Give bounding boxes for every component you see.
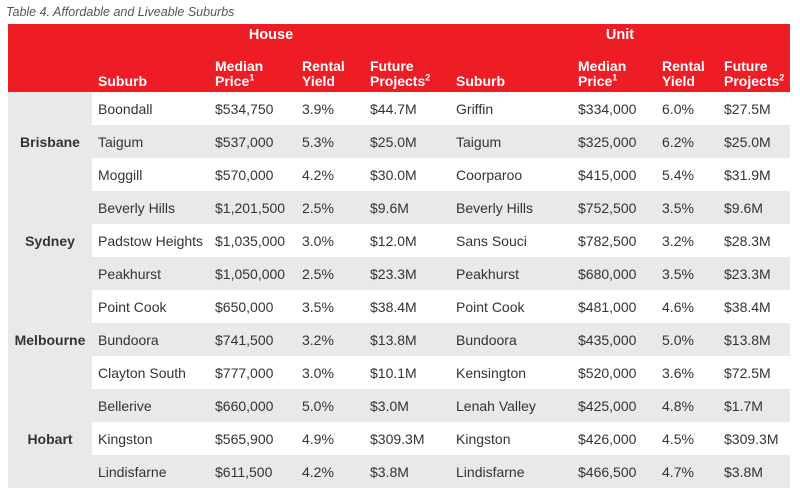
cell-h-proj: $9.6M xyxy=(364,191,450,224)
cell-h-yield: 3.0% xyxy=(296,356,364,389)
cell-u-yield: 6.2% xyxy=(656,125,718,158)
cell-u-proj: $13.8M xyxy=(718,323,790,356)
table-row xyxy=(8,92,790,125)
cell-u-yield: 6.0% xyxy=(656,92,718,125)
cell-u-proj: $309.3M xyxy=(718,422,790,455)
cell-h-yield: 4.2% xyxy=(296,158,364,191)
table-row xyxy=(8,224,790,257)
cell-h-price: $1,050,000 xyxy=(209,257,296,290)
cell-u-price: $782,500 xyxy=(572,224,656,257)
table-body xyxy=(8,92,790,488)
cell-u-suburb: Peakhurst xyxy=(450,257,572,290)
cell-u-suburb: Kensington xyxy=(450,356,572,389)
cell-u-yield: 4.5% xyxy=(656,422,718,455)
cell-u-proj: $9.6M xyxy=(718,191,790,224)
table-row xyxy=(8,257,790,290)
table-row xyxy=(8,323,790,356)
cell-u-yield: 5.4% xyxy=(656,158,718,191)
cell-u-yield: 3.6% xyxy=(656,356,718,389)
table-row xyxy=(8,125,790,158)
cell-u-proj: $25.0M xyxy=(718,125,790,158)
cell-u-proj: $28.3M xyxy=(718,224,790,257)
cell-h-price: $1,201,500 xyxy=(209,191,296,224)
cell-h-suburb: Point Cook xyxy=(92,290,209,323)
cell-h-price: $611,500 xyxy=(209,455,296,488)
cell-u-price: $425,000 xyxy=(572,389,656,422)
cell-u-price: $415,000 xyxy=(572,158,656,191)
cell-h-suburb: Beverly Hills xyxy=(92,191,209,224)
cell-u-proj: $72.5M xyxy=(718,356,790,389)
header-label: Median Price xyxy=(578,58,627,89)
cell-h-proj: $25.0M xyxy=(364,125,450,158)
cell-h-yield: 5.0% xyxy=(296,389,364,422)
cell-h-suburb: Lindisfarne xyxy=(92,455,209,488)
cell-h-proj: $23.3M xyxy=(364,257,450,290)
city-label: Melbourne xyxy=(8,290,92,389)
table-row xyxy=(8,290,790,323)
cell-u-proj: $3.8M xyxy=(718,455,790,488)
header-label: Median Price xyxy=(215,58,264,89)
cell-u-yield: 4.6% xyxy=(656,290,718,323)
cell-h-price: $660,000 xyxy=(209,389,296,422)
header-spacer xyxy=(8,24,92,46)
city-label: Brisbane xyxy=(8,92,92,191)
footnote-marker: 2 xyxy=(779,72,785,83)
unit-future-projects-header xyxy=(718,46,790,92)
cell-h-proj: $44.7M xyxy=(364,92,450,125)
cell-h-suburb: Kingston xyxy=(92,422,209,455)
cell-h-yield: 4.2% xyxy=(296,455,364,488)
cell-u-suburb: Griffin xyxy=(450,92,572,125)
cell-h-yield: 3.9% xyxy=(296,92,364,125)
footnote-marker: 1 xyxy=(612,72,618,83)
unit-rental-yield-header: Rental Yield xyxy=(656,46,718,92)
table-row xyxy=(8,158,790,191)
cell-u-yield: 3.5% xyxy=(656,191,718,224)
cell-h-price: $741,500 xyxy=(209,323,296,356)
unit-group-header: Unit xyxy=(450,24,790,46)
cell-h-price: $565,900 xyxy=(209,422,296,455)
footnote-marker: 1 xyxy=(249,72,255,83)
cell-h-proj: $309.3M xyxy=(364,422,450,455)
cell-h-yield: 2.5% xyxy=(296,257,364,290)
cell-u-yield: 4.7% xyxy=(656,455,718,488)
cell-h-proj: $38.4M xyxy=(364,290,450,323)
cell-u-yield: 4.8% xyxy=(656,389,718,422)
cell-u-yield: 3.5% xyxy=(656,257,718,290)
cell-u-proj: $38.4M xyxy=(718,290,790,323)
header-label: Future Projects xyxy=(370,58,426,89)
city-col-header xyxy=(8,46,92,92)
cell-u-suburb: Beverly Hills xyxy=(450,191,572,224)
cell-u-price: $325,000 xyxy=(572,125,656,158)
suburbs-table xyxy=(8,24,790,488)
table-row xyxy=(8,191,790,224)
cell-h-yield: 3.5% xyxy=(296,290,364,323)
cell-u-price: $520,000 xyxy=(572,356,656,389)
table-header xyxy=(8,24,790,92)
table-caption: Table 4. Affordable and Liveable Suburbs xyxy=(6,5,235,19)
cell-u-suburb: Coorparoo xyxy=(450,158,572,191)
cell-h-proj: $12.0M xyxy=(364,224,450,257)
cell-u-price: $426,000 xyxy=(572,422,656,455)
cell-h-proj: $3.8M xyxy=(364,455,450,488)
table-row xyxy=(8,455,790,488)
house-future-projects-header xyxy=(364,46,450,92)
cell-u-price: $680,000 xyxy=(572,257,656,290)
cell-u-proj: $23.3M xyxy=(718,257,790,290)
cell-u-suburb: Bundoora xyxy=(450,323,572,356)
cell-h-suburb: Padstow Heights xyxy=(92,224,209,257)
cell-h-suburb: Peakhurst xyxy=(92,257,209,290)
cell-h-price: $650,000 xyxy=(209,290,296,323)
cell-u-yield: 3.2% xyxy=(656,224,718,257)
cell-h-yield: 5.3% xyxy=(296,125,364,158)
cell-h-price: $570,000 xyxy=(209,158,296,191)
cell-h-yield: 3.0% xyxy=(296,224,364,257)
cell-h-yield: 3.2% xyxy=(296,323,364,356)
house-median-price-header xyxy=(209,46,296,92)
cell-h-suburb: Clayton South xyxy=(92,356,209,389)
city-label: Hobart xyxy=(8,389,92,488)
cell-u-price: $334,000 xyxy=(572,92,656,125)
cell-u-price: $752,500 xyxy=(572,191,656,224)
cell-u-price: $481,000 xyxy=(572,290,656,323)
table-row xyxy=(8,422,790,455)
house-group-header: House xyxy=(92,24,450,46)
cell-h-price: $1,035,000 xyxy=(209,224,296,257)
cell-u-price: $466,500 xyxy=(572,455,656,488)
cell-u-suburb: Point Cook xyxy=(450,290,572,323)
house-suburb-header: Suburb xyxy=(92,46,209,92)
unit-median-price-header xyxy=(572,46,656,92)
cell-h-suburb: Boondall xyxy=(92,92,209,125)
header-label: Future Projects xyxy=(724,58,780,89)
cell-h-suburb: Taigum xyxy=(92,125,209,158)
cell-h-proj: $3.0M xyxy=(364,389,450,422)
cell-u-suburb: Taigum xyxy=(450,125,572,158)
city-label: Sydney xyxy=(8,191,92,290)
cell-u-price: $435,000 xyxy=(572,323,656,356)
cell-h-proj: $30.0M xyxy=(364,158,450,191)
table-row xyxy=(8,356,790,389)
cell-h-proj: $13.8M xyxy=(364,323,450,356)
cell-h-price: $777,000 xyxy=(209,356,296,389)
cell-h-price: $534,750 xyxy=(209,92,296,125)
cell-h-yield: 4.9% xyxy=(296,422,364,455)
cell-u-proj: $27.5M xyxy=(718,92,790,125)
cell-u-suburb: Lenah Valley xyxy=(450,389,572,422)
cell-h-proj: $10.1M xyxy=(364,356,450,389)
table-row xyxy=(8,389,790,422)
cell-u-proj: $31.9M xyxy=(718,158,790,191)
cell-u-suburb: Kingston xyxy=(450,422,572,455)
cell-h-price: $537,000 xyxy=(209,125,296,158)
cell-u-yield: 5.0% xyxy=(656,323,718,356)
cell-h-suburb: Bellerive xyxy=(92,389,209,422)
cell-h-suburb: Moggill xyxy=(92,158,209,191)
footnote-marker: 2 xyxy=(425,72,431,83)
house-rental-yield-header: Rental Yield xyxy=(296,46,364,92)
cell-u-suburb: Lindisfarne xyxy=(450,455,572,488)
cell-u-proj: $1.7M xyxy=(718,389,790,422)
cell-h-suburb: Bundoora xyxy=(92,323,209,356)
cell-h-yield: 2.5% xyxy=(296,191,364,224)
unit-suburb-header: Suburb xyxy=(450,46,572,92)
cell-u-suburb: Sans Souci xyxy=(450,224,572,257)
